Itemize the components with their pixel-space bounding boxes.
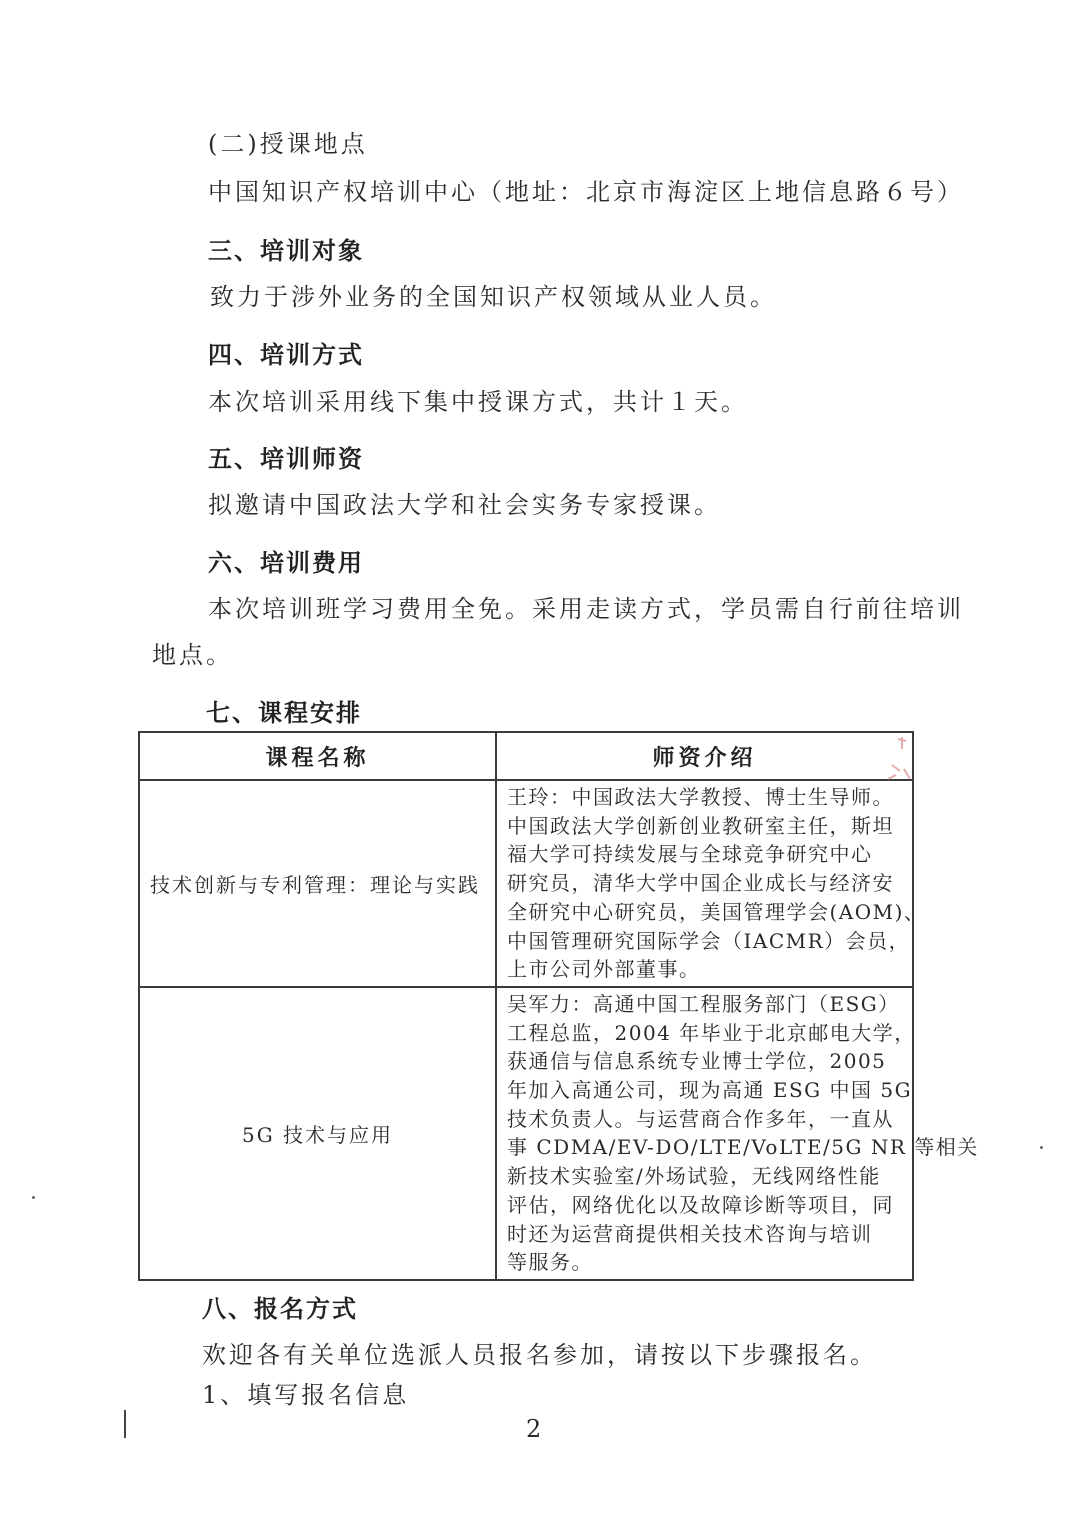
table-row <box>139 780 913 987</box>
course-name-cell: 技术创新与专利管理：理论与实践 <box>139 780 496 987</box>
section-3-heading: 三、培训对象 <box>208 237 364 265</box>
venue-heading: (二)授课地点 <box>208 130 368 158</box>
intro-line: 全研究中心研究员，美国管理学会(AOM)、 <box>507 899 926 924</box>
scan-speck <box>32 1196 35 1199</box>
section-3-text: 致力于涉外业务的全国知识产权领域从业人员。 <box>210 283 777 311</box>
header-course-name: 课程名称 <box>139 732 496 780</box>
course-name-cell: 5G 技术与应用 <box>139 987 496 1280</box>
intro-line: 研究员，清华大学中国企业成长与经济安 <box>507 871 894 896</box>
instructor-intro-cell <box>496 987 979 1280</box>
section-8-text: 欢迎各有关单位选派人员报名参加，请按以下步骤报名。 <box>202 1341 877 1369</box>
stamp-fragment-icon <box>862 735 916 787</box>
section-5-text: 拟邀请中国政法大学和社会实务专家授课。 <box>208 491 721 519</box>
venue-text: 中国知识产权培训中心（地址：北京市海淀区上地信息路６号） <box>208 178 964 206</box>
intro-line: 获通信与信息系统专业博士学位，2005 <box>507 1049 887 1074</box>
section-4-heading: 四、培训方式 <box>208 341 364 369</box>
table-header-row <box>139 732 913 780</box>
scan-speck <box>1040 1146 1043 1149</box>
section-5-heading: 五、培训师资 <box>208 445 364 473</box>
section-6-text-line2: 地点。 <box>152 641 233 669</box>
section-4-text: 本次培训采用线下集中授课方式，共计１天。 <box>208 388 748 416</box>
intro-line: 上市公司外部董事。 <box>507 957 701 982</box>
intro-line: 王玲：中国政法大学教授、博士生导师。 <box>507 785 894 809</box>
table-row <box>139 987 913 1280</box>
intro-line: 吴军力：高通中国工程服务部门（ESG） <box>507 991 900 1016</box>
section-8-step1: 1、填写报名信息 <box>202 1381 410 1409</box>
intro-line: 新技术实验室/外场试验，无线网络性能 <box>507 1164 881 1189</box>
section-8-heading: 八、报名方式 <box>202 1295 358 1323</box>
course-table <box>138 731 979 1281</box>
instructor-intro-cell <box>496 780 926 987</box>
intro-line: 事 CDMA/EV-DO/LTE/VoLTE/5G NR 等相关 <box>507 1135 979 1160</box>
section-7-heading: 七、课程安排 <box>206 699 362 727</box>
intro-line: 技术负责人。与运营商合作多年，一直从 <box>507 1106 894 1131</box>
section-6-text-line1: 本次培训班学习费用全免。采用走读方式，学员需自行前往培训 <box>208 595 964 623</box>
intro-line: 福大学可持续发展与全球竞争研究中心 <box>507 842 873 867</box>
header-instructor-intro: 师资介绍 <box>496 732 913 780</box>
section-6-heading: 六、培训费用 <box>208 549 364 577</box>
intro-line: 工程总监，2004 年毕业于北京邮电大学， <box>507 1020 916 1045</box>
margin-mark <box>124 1410 126 1438</box>
page-number: 2 <box>526 1415 542 1443</box>
intro-line: 时还为运营商提供相关技术咨询与培训 <box>507 1221 873 1246</box>
intro-line: 评估，网络优化以及故障诊断等项目，同 <box>507 1192 894 1217</box>
intro-line: 等服务。 <box>507 1250 593 1275</box>
intro-line: 年加入高通公司，现为高通 ESG 中国 5G <box>507 1078 913 1103</box>
intro-line: 中国管理研究国际学会（IACMR）会员， <box>507 928 911 953</box>
intro-line: 中国政法大学创新创业教研室主任，斯坦 <box>507 813 894 838</box>
